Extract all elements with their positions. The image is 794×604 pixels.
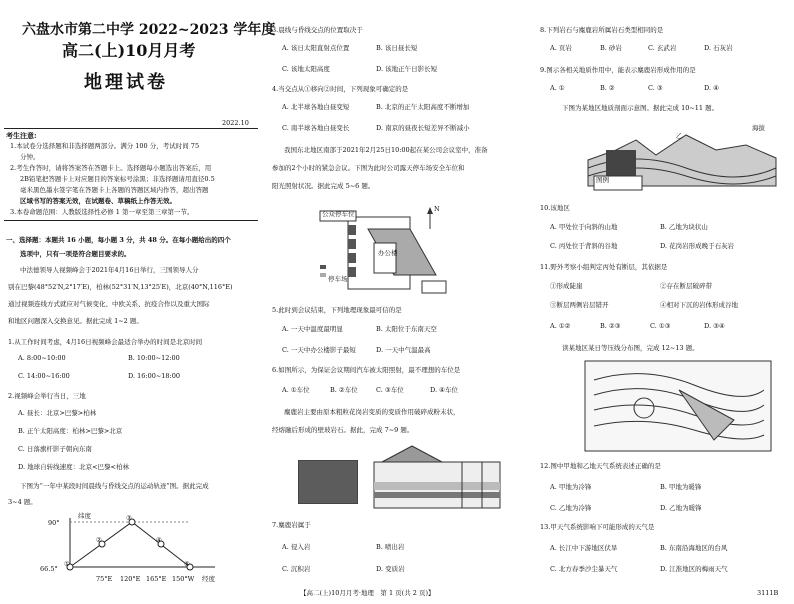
- notice-line: 2.考生作答时，请将答案答在答题卡上。选择题每小题选出答案后，用: [10, 164, 212, 172]
- x-axis-label: 经度: [202, 575, 215, 583]
- option: A. 甲处位于向斜的山地: [550, 223, 618, 231]
- option: B. 10:00~12:00: [128, 354, 180, 362]
- divider: [4, 128, 258, 129]
- option: C. 14:00~16:00: [18, 372, 70, 380]
- option: C. ③: [648, 84, 663, 92]
- y-axis-label: 纬度: [78, 512, 91, 520]
- option: C. 一天中办公楼影子最短: [282, 346, 356, 354]
- option: B. ②车位: [330, 386, 358, 394]
- page-footer: 【高二(上)10月月考·地理 第 1 页(共 2 页)】: [300, 589, 435, 597]
- passage-line: 和地区问题深入交换意见。据此完成 1~2 题。: [8, 317, 143, 325]
- passage-line: 经熔融后形成的壁玻岩石。据此，完成 7~9 题。: [272, 426, 414, 434]
- option: C. ③车位: [376, 386, 404, 394]
- passage-line: 下图为某地区地质剖面示意图。据此完成 10~11 题。: [562, 104, 719, 112]
- option: D. 一天中气温最高: [376, 346, 431, 354]
- point-label: ⑤: [184, 560, 190, 568]
- notice-line: 区域书写的答案无效，在试题卷、草稿纸上作答无效。: [20, 197, 176, 205]
- question-stem: 13.甲天气系统影响下可能形成的天气是: [540, 523, 655, 531]
- option: B. 太阳位于东南天空: [376, 325, 437, 333]
- passage-line: 我国东北地区南部于2021年2月25日10:00起在某公司会议室中，准备: [284, 146, 488, 154]
- passage-line: 麋鹿岩主要由原本粗粒花岗岩变质的变质作用破碎成粉末状，: [284, 408, 460, 416]
- divider: [4, 220, 258, 221]
- notice-line: 3.本卷命题范围：人教版选择性必修 1 第一章至第三章第一节。: [10, 208, 194, 216]
- point-label: ②: [96, 536, 102, 544]
- notice-line: 毫米黑色墨水签字笔在答题卡上各题的答题区域内作答，超出答题: [20, 186, 209, 194]
- option: A. ①: [550, 84, 565, 92]
- fig-label: N: [434, 205, 440, 213]
- option: ③断层两侧岩层错开: [550, 301, 609, 309]
- option: B. 砂岩: [600, 44, 622, 52]
- passage-line: 参加的2个小时的紧急会议。下图为此时公司露天停车场安全车位和: [272, 164, 465, 172]
- notice-line: 分钟。: [20, 153, 40, 161]
- page-code: 3111B: [757, 589, 779, 597]
- passage-line: 别在巴黎(48°52′N,2°17′E)，柏林(52°31′N,13°25′E)，北京(40°N,116°E): [8, 283, 233, 291]
- notice-line: 1.本试卷分选择题和非选择题两部分。满分 100 分，考试时间 75: [10, 142, 200, 150]
- fig-label: 海拔: [752, 124, 765, 132]
- option: B. 北京的正午太阳高度不断增加: [376, 103, 470, 111]
- option: A. ①车位: [282, 386, 310, 394]
- section-heading: 选项中，只有一项是符合题目要求的。: [20, 250, 131, 258]
- option: C. 该地太阳高度: [282, 65, 330, 73]
- rock-cycle-figure: [372, 442, 502, 510]
- fig-label: 办公楼: [378, 249, 398, 257]
- option: C. 南半球各地白昼变长: [282, 124, 350, 132]
- option: C. ①③: [650, 322, 671, 330]
- option: B. 乙地为块状山: [660, 223, 708, 231]
- fig-label: 乙: [676, 132, 683, 140]
- question-stem: 4.当交点从①移向②时间，下列现象可确定的是: [272, 85, 409, 93]
- y-tick: 66.5°: [40, 565, 58, 573]
- notice-line: 2B铅笔把答题卡上对应题目的答案标号涂黑；非选择题请用直径0.5: [20, 175, 215, 183]
- isobar-map-figure: [584, 360, 772, 452]
- question-stem: 12.图中甲地和乙地天气系统表述正确的是: [540, 462, 661, 470]
- option: D. ④车位: [430, 386, 458, 394]
- question-stem: 3.晨线与昏线交点的位置取决于: [272, 26, 363, 34]
- question-stem: 5.此时到会议结束，下列地理现象最可信的是: [272, 306, 402, 314]
- x-tick: 150°W: [172, 575, 195, 583]
- x-tick: 75°E: [96, 575, 113, 583]
- passage-line: 通过视频连线方式就应对气候变化、中欧关系、抗疫合作以及重大国际: [8, 300, 210, 308]
- option: A. 长江中下游地区伏旱: [550, 544, 618, 552]
- point-label: ④: [156, 536, 162, 544]
- option: D. ③④: [704, 322, 725, 330]
- legend-label: 图例: [596, 176, 609, 184]
- option: A. 一天中温度最明显: [282, 325, 343, 333]
- option: C. 日落旗杆影子朝向东南: [18, 445, 92, 453]
- option: D. 石灰岩: [704, 44, 733, 52]
- x-tick: 165°E: [146, 575, 167, 583]
- option: A. 该日太阳直射点位置: [282, 44, 350, 52]
- option: A. 甲地为冷锋: [550, 483, 592, 491]
- option: D. 变质岩: [376, 565, 405, 573]
- option: C. 沉积岩: [282, 565, 311, 573]
- question-stem: 2.视频峰会举行当日，三地: [8, 392, 86, 400]
- option: ②存在断层破碎带: [660, 282, 712, 290]
- option: A. 页岩: [550, 44, 572, 52]
- option: D. 地球自转线速度：北京<巴黎<柏林: [18, 463, 130, 471]
- option: B. 该日昼长短: [376, 44, 418, 52]
- notice-title: 考生注意:: [6, 131, 37, 140]
- option: D. ④: [704, 84, 719, 92]
- option: C. 乙地为冷锋: [550, 504, 592, 512]
- page-title: 地理试卷: [84, 72, 168, 93]
- question-stem: 10.该地区: [540, 204, 570, 212]
- question-stem: 1.从工作时间考虑，4月16日视频峰会最适合举办的时间是北京时间: [8, 338, 203, 346]
- option: C. 丙处位于背斜的谷地: [550, 242, 618, 250]
- option: D. 该地正午日影长短: [376, 65, 438, 73]
- option: B. 东南沿海地区的台风: [660, 544, 728, 552]
- option: A. 北半球各地白昼变短: [282, 103, 350, 111]
- passage-line: 3~4 题。: [8, 498, 37, 506]
- question-stem: 11.野外考察小组判定丙处有断层，其依据是: [540, 263, 668, 271]
- passage-line: 读某地区某日等压线分布图，完成 12~13 题。: [562, 344, 699, 352]
- option: D. 花岗岩形成晚于石灰岩: [660, 242, 735, 250]
- school-title: 六盘水市第二中学 2022~2023 学年度: [22, 22, 276, 38]
- option: A. 侵入岩: [282, 543, 311, 551]
- option: A. 8:00~10:00: [18, 354, 66, 362]
- option: A. 昼长：北京>巴黎>柏林: [18, 409, 97, 417]
- option: ④相对下沉的岩体形成谷地: [660, 301, 738, 309]
- passage-line: 中法德领导人视频峰会于2021年4月16日举行，三国领导人分: [20, 266, 199, 274]
- point-label: ③: [126, 514, 132, 522]
- exam-title: 高二(上)10月月考: [62, 41, 196, 60]
- option: B. 喷出岩: [376, 543, 405, 551]
- question-stem: 8.下列岩石与麋鹿岩所属岩石类型相同的是: [540, 26, 664, 34]
- option: C. 玄武岩: [648, 44, 677, 52]
- option: B. ②③: [600, 322, 621, 330]
- fig-label: 公众停车位: [322, 210, 355, 218]
- section-heading: 一、选择题：本题共 16 小题，每小题 3 分，共 48 分。在每小题给出的四个: [6, 236, 231, 244]
- y-tick: 90°: [48, 519, 60, 527]
- option: ①形成陡崖: [550, 282, 583, 290]
- option: A. ①②: [550, 322, 571, 330]
- option: B. 甲地为暖锋: [660, 483, 702, 491]
- question-stem: 7.麋鹿岩属于: [272, 521, 311, 529]
- option: B. 正午太阳高度：柏林>巴黎>北京: [18, 427, 123, 435]
- option: D. 南京的昼夜长短差异不断减小: [376, 124, 470, 132]
- passage-line: 阳光照射状况。据此完成 5~6 题。: [272, 182, 375, 190]
- fig-label: 停车场: [328, 275, 348, 283]
- question-stem: 9.图示各相关地质作用中，能表示麋鹿岩形成作用的是: [540, 66, 696, 74]
- exam-date: 2022.10: [222, 119, 249, 127]
- option: D. 江淮地区的梅雨天气: [660, 565, 728, 573]
- option: D. 乙地为暖锋: [660, 504, 702, 512]
- option: D. 16:00~18:00: [128, 372, 181, 380]
- question-stem: 6.如图所示，为保证会议期间汽车被太阳照射，最不理想的车位是: [272, 366, 461, 374]
- option: B. ②: [600, 84, 615, 92]
- point-label: ①: [64, 560, 70, 568]
- rock-photo: [298, 460, 358, 504]
- passage-line: 下图为“一年中某段时间晨线与昏线交点的运动轨迹”图。据此完成: [20, 482, 209, 490]
- x-tick: 120°E: [120, 575, 141, 583]
- option: C. 北方春季沙尘暴天气: [550, 565, 618, 573]
